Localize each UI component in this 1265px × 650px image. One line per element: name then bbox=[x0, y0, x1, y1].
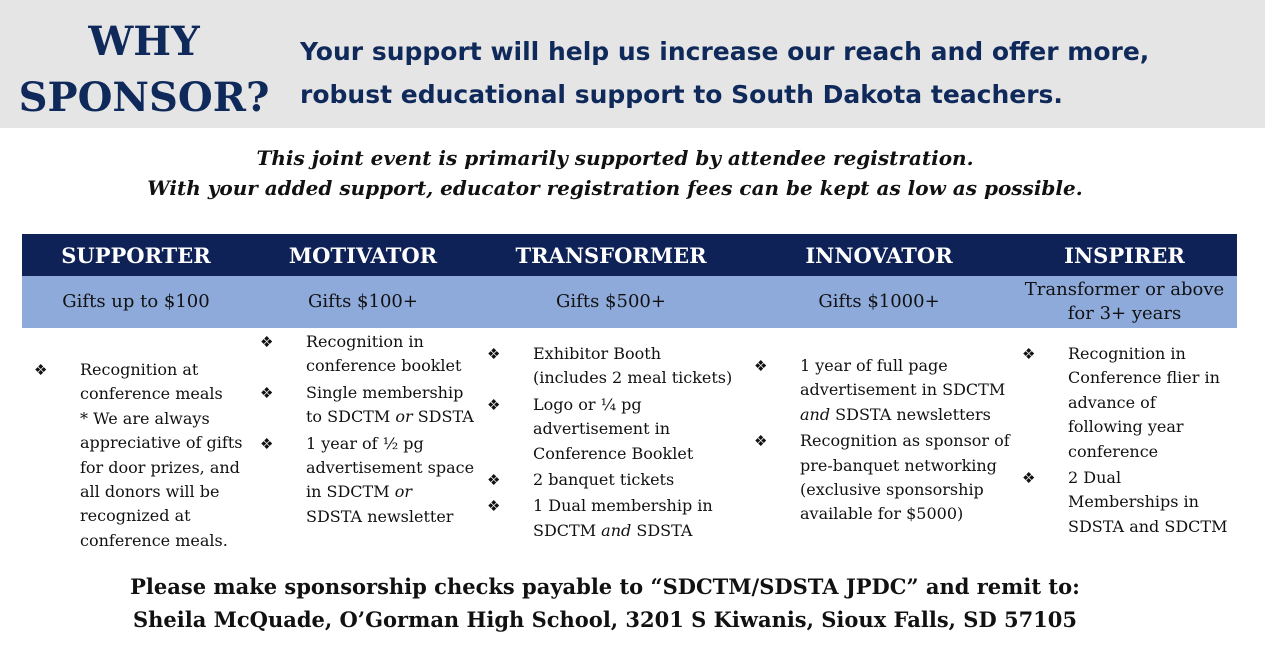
tier-motivator: MOTIVATOR bbox=[288, 242, 438, 268]
benefit-item bbox=[260, 330, 480, 379]
benefit-item bbox=[487, 468, 747, 492]
benefit-text-segment: Recognition in bbox=[1068, 344, 1186, 363]
diamond-bullet-icon: ❖ bbox=[260, 434, 274, 453]
benefit-item bbox=[1022, 466, 1237, 539]
benefit-text-segment: in SDCTM bbox=[306, 482, 395, 502]
diamond-bullet-icon: ❖ bbox=[1022, 469, 1036, 488]
benefit-text-segment: recognized at bbox=[80, 506, 191, 526]
diamond-bullet-icon: ❖ bbox=[487, 395, 501, 414]
benefits-area bbox=[22, 330, 1237, 562]
tier-transformer: TRANSFORMER bbox=[515, 242, 707, 268]
benefit-text-segment: Recognition in bbox=[306, 332, 424, 351]
benefit-text bbox=[306, 432, 480, 530]
benefit-text-segment: available for $5000) bbox=[800, 504, 964, 524]
benefit-text-segment: SDCTM bbox=[533, 520, 602, 540]
diamond-bullet-icon: ❖ bbox=[34, 361, 48, 379]
benefit-text bbox=[533, 342, 747, 391]
benefit-item bbox=[754, 354, 1014, 427]
benefit-text-segment: Conference flier in bbox=[1068, 368, 1220, 388]
tier-header-row bbox=[22, 234, 1237, 276]
benefit-text-segment: appreciative of gifts bbox=[80, 433, 243, 453]
benefit-text-segment: following year bbox=[1068, 417, 1184, 437]
gift-level-row bbox=[22, 276, 1237, 328]
benefit-text bbox=[533, 494, 747, 543]
gift-inspirer: Transformer or above for 3+ years bbox=[1024, 279, 1225, 324]
benefit-text-segment: Recognition at bbox=[80, 360, 199, 379]
payment-instructions: Please make sponsorship checks payable to “SDCTM/SDSTA JPDC” and remit to: Sheila McQuade, O’Gorman High School, 3201 S Kiwanis, Sioux Falls, SD 57105 bbox=[130, 574, 1080, 632]
tier-innovator: INNOVATOR bbox=[805, 242, 953, 268]
benefit-text-segment: 1 year of ½ pg bbox=[306, 433, 424, 453]
banner bbox=[0, 0, 1265, 128]
benefit-text bbox=[1068, 466, 1237, 539]
benefit-text-segment: conference bbox=[1068, 441, 1159, 461]
diamond-bullet-icon: ❖ bbox=[260, 333, 274, 351]
benefits-inspirer bbox=[1022, 342, 1237, 541]
benefit-text-segment: or bbox=[395, 407, 413, 427]
diamond-bullet-icon: ❖ bbox=[754, 357, 768, 375]
benefit-text-segment: SDSTA newsletter bbox=[306, 506, 454, 526]
benefits-motivator bbox=[260, 330, 480, 531]
benefit-text-segment: advertisement space bbox=[306, 458, 475, 478]
benefit-item bbox=[34, 358, 244, 553]
gift-innovator: Gifts $1000+ bbox=[818, 291, 940, 312]
benefit-text bbox=[533, 393, 747, 466]
benefit-text-segment: 1 Dual membership in bbox=[533, 496, 713, 516]
benefit-text bbox=[800, 429, 1014, 527]
benefit-text-segment: advertisement in SDCTM bbox=[800, 380, 1006, 400]
benefit-text-segment: conference booklet bbox=[306, 356, 462, 376]
benefit-text bbox=[306, 381, 480, 430]
benefit-item bbox=[260, 432, 480, 530]
benefit-text-segment: Logo or ¼ pg bbox=[533, 394, 642, 414]
benefit-text-segment: (exclusive sponsorship bbox=[800, 480, 984, 500]
benefit-text bbox=[306, 330, 480, 379]
benefit-text-segment: Recognition as sponsor of bbox=[800, 431, 1010, 451]
sponsorship-tiers-table bbox=[22, 234, 1237, 328]
benefit-text-segment: Exhibitor Booth bbox=[533, 344, 662, 363]
benefit-text-segment: advance of bbox=[1068, 392, 1156, 412]
benefit-text-segment: and bbox=[601, 520, 632, 540]
benefit-text-segment: 2 Dual bbox=[1068, 468, 1122, 488]
benefit-text-segment: SDSTA and SDCTM bbox=[1068, 516, 1228, 536]
gift-motivator: Gifts $100+ bbox=[308, 291, 418, 312]
why-sponsor-title: WHY SPONSOR? bbox=[18, 18, 270, 121]
benefit-text-segment: or bbox=[394, 482, 412, 502]
benefit-text-segment: pre-banquet networking bbox=[800, 455, 997, 475]
intro-text: This joint event is primarily supported by attendee registration. With your added support, educator registration fees can be kept as low as possible. bbox=[147, 146, 1083, 200]
diamond-bullet-icon: ❖ bbox=[487, 471, 501, 490]
benefit-text-segment: conference meals bbox=[80, 384, 223, 404]
benefit-text bbox=[533, 468, 747, 492]
benefit-text bbox=[800, 354, 1014, 427]
tier-supporter: SUPPORTER bbox=[61, 242, 211, 268]
benefit-text-segment: Single membership bbox=[306, 382, 464, 402]
diamond-bullet-icon: ❖ bbox=[260, 383, 274, 402]
tier-inspirer: INSPIRER bbox=[1064, 242, 1185, 268]
benefit-text-segment: and bbox=[800, 404, 831, 424]
gift-supporter: Gifts up to $100 bbox=[62, 291, 210, 312]
benefits-innovator bbox=[754, 354, 1014, 529]
headline: Your support will help us increase our reach and offer more, robust educational support to South Dakota teachers. bbox=[300, 37, 1150, 109]
benefit-item bbox=[487, 494, 747, 543]
benefit-text-segment: 2 banquet tickets bbox=[533, 470, 675, 490]
benefit-text-segment: advertisement in bbox=[533, 419, 671, 439]
benefit-text-segment: Memberships in bbox=[1068, 492, 1199, 512]
benefit-text-segment: SDSTA bbox=[412, 407, 474, 427]
gift-transformer: Gifts $500+ bbox=[556, 291, 666, 312]
benefit-text bbox=[1068, 342, 1237, 464]
benefit-text-segment: for door prizes, and bbox=[80, 457, 240, 477]
benefit-item bbox=[754, 429, 1014, 527]
diamond-bullet-icon: ❖ bbox=[754, 432, 768, 451]
benefit-text-segment: Conference Booklet bbox=[533, 443, 694, 463]
benefit-text-segment: (includes 2 meal tickets) bbox=[533, 368, 733, 388]
diamond-bullet-icon: ❖ bbox=[487, 345, 501, 363]
benefit-text bbox=[80, 358, 244, 553]
benefit-text-segment: to SDCTM bbox=[306, 407, 396, 427]
benefit-text-segment: 1 year of full page bbox=[800, 356, 948, 375]
benefit-text-segment: conference meals. bbox=[80, 530, 228, 550]
diamond-bullet-icon: ❖ bbox=[1022, 345, 1036, 363]
benefits-supporter bbox=[34, 358, 244, 555]
benefits-transformer bbox=[487, 342, 747, 545]
benefit-item bbox=[1022, 342, 1237, 464]
benefit-text-segment: all donors will be bbox=[80, 482, 220, 502]
diamond-bullet-icon: ❖ bbox=[487, 497, 501, 516]
benefit-text-segment: SDSTA bbox=[631, 520, 693, 540]
benefit-item bbox=[487, 342, 747, 391]
benefit-text-segment: SDSTA newsletters bbox=[830, 404, 991, 424]
benefit-item bbox=[487, 393, 747, 466]
benefit-text-segment: * We are always bbox=[80, 408, 210, 428]
benefit-item bbox=[260, 381, 480, 430]
